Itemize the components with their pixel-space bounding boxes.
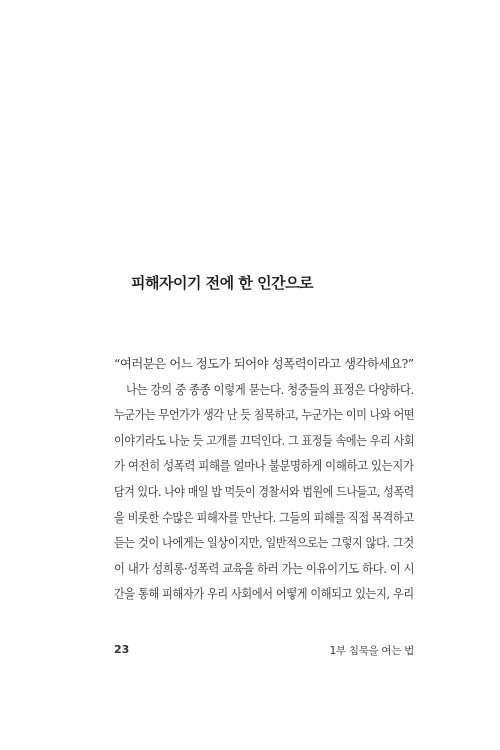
page-number: 23 — [114, 643, 130, 656]
body-line-text: 간을 통해 피해자가 우리 사회에서 어떻게 이해되고 있는지, 우리 — [114, 586, 414, 602]
body-line — [114, 530, 414, 556]
body-line — [114, 377, 414, 403]
body-line — [114, 351, 414, 377]
body-line-text: 가 여전히 성폭력 피해를 얼마나 불분명하게 이해하고 있는지가 — [114, 458, 414, 474]
body-line-text: 을 비롯한 수많은 피해자를 만난다. 그들의 피해를 직접 목격하고 — [114, 509, 414, 525]
body-line — [114, 428, 414, 454]
body-line-text: 이 내가 성희롱·성폭력 교육을 하러 가는 이유이기도 하다. 이 시 — [114, 560, 415, 576]
running-header: 1부 침묵을 여는 법 — [329, 645, 414, 657]
body-line — [114, 479, 414, 505]
body-line — [114, 556, 414, 582]
body-line-text: 듣는 것이 나에게는 일상이지만, 일반적으로는 그렇지 않다. 그것 — [114, 535, 414, 551]
body-line-text: 이야기라도 나눈 듯 고개를 끄덕인다. 그 표정들 속에는 우리 사회 — [114, 432, 415, 448]
chapter-title: 피해자이기 전에 한 인간으로 — [131, 274, 314, 292]
body-line — [114, 505, 414, 531]
body-line-text: 담겨 있다. 나야 매일 밥 먹듯이 경찰서와 법원에 드나들고, 성폭력 — [114, 483, 414, 499]
body-text — [114, 351, 414, 607]
body-line — [114, 453, 414, 479]
body-line-text: 나는 강의 중 종종 이렇게 묻는다. 청중들의 표정은 다양하다. — [126, 381, 414, 397]
body-line-text: “여러분은 어느 정도가 되어야 성폭력이라고 생각하세요?” — [114, 356, 414, 371]
body-line — [114, 402, 414, 428]
body-line — [114, 581, 414, 607]
body-line-text: 누군가는 무언가가 생각 난 듯 침묵하고, 누군가는 이미 나와 어떤 — [114, 407, 415, 423]
